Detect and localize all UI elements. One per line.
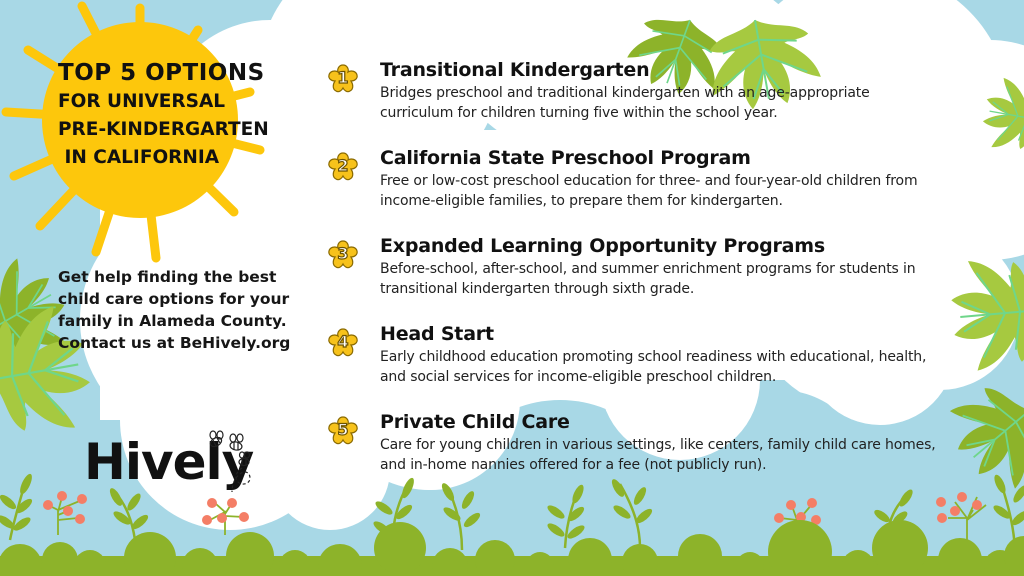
- option-title: California State Preschool Program: [380, 147, 751, 169]
- flower-badge-icon: [326, 326, 360, 360]
- contact-cta-text: Get help finding the best child care options for your family in Alameda County. Contact us at BeHively.org: [58, 268, 291, 352]
- bees-icon: [204, 430, 260, 494]
- option-number: 3: [337, 244, 349, 263]
- hively-logo: Hively: [84, 433, 254, 491]
- option-description: Before-school, after-school, and summer enrichment programs for students in transitional kindergarten through sixth grade.: [380, 261, 916, 297]
- option-title: Expanded Learning Opportunity Programs: [380, 235, 826, 257]
- option-item-5: [326, 410, 946, 498]
- heading-line-2: FOR UNIVERSAL: [58, 91, 226, 112]
- option-item-2: [326, 146, 946, 234]
- heading-block: [58, 58, 318, 172]
- option-number: 2: [337, 156, 349, 175]
- flower-badge-icon: [326, 414, 360, 448]
- option-title: Head Start: [380, 323, 494, 345]
- flower-badge-icon: [326, 238, 360, 272]
- option-description: Early childhood education promoting school readiness with educational, health, and social services for income-eligible preschool children.: [380, 349, 927, 385]
- flower-badge-icon: [326, 62, 360, 96]
- heading-line-3: PRE-KINDERGARTEN: [58, 119, 269, 140]
- option-item-4: [326, 322, 946, 410]
- heading-line-4: IN CALIFORNIA: [58, 147, 220, 168]
- heading-main: TOP 5 OPTIONS: [58, 60, 265, 86]
- option-description: Free or low-cost preschool education for three- and four-year-old children from income-eligible families, to prepare them for kindergarten.: [380, 173, 918, 209]
- option-description: Bridges preschool and traditional kindergarten with an age-appropriate curriculum for children turning five within the school year.: [380, 85, 870, 121]
- option-number: 1: [337, 68, 349, 87]
- option-item-3: [326, 234, 946, 322]
- option-number: 4: [337, 332, 349, 351]
- option-description: Care for young children in various settings, like centers, family child care homes, and in-home nannies offered for a fee (not publicly run).: [380, 437, 936, 473]
- option-title: Transitional Kindergarten: [380, 59, 650, 81]
- option-title: Private Child Care: [380, 411, 570, 433]
- option-number: 5: [337, 420, 349, 439]
- options-list: [326, 58, 946, 498]
- flower-badge-icon: [326, 150, 360, 184]
- option-item-1: [326, 58, 946, 146]
